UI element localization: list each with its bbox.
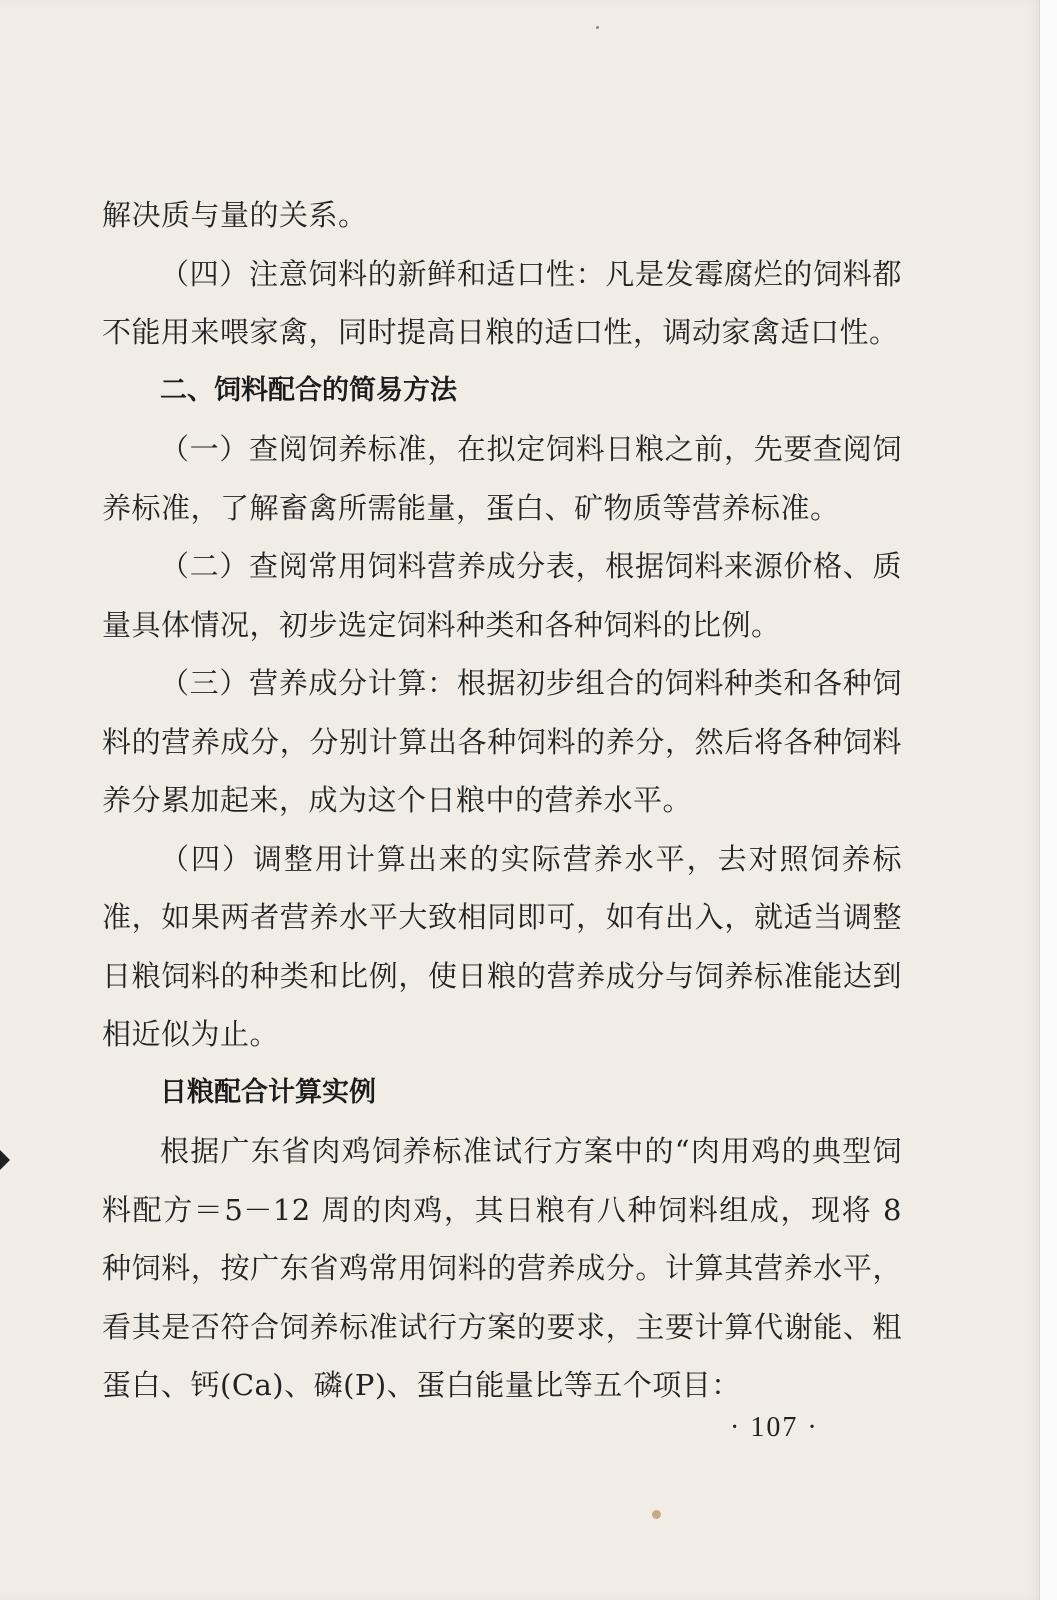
edge-tab-mark [0,1150,10,1170]
section-heading-simple-method: 二、饲料配合的简易方法 [160,374,457,406]
section-heading-example: 日粮配合计算实例 [160,1076,376,1108]
paper-speck [652,1510,661,1519]
page-number: · 107 · [730,1412,819,1443]
paragraph-step-two: （二）查阅常用饲料营养成分表，根据饲料来源价格、质量具体情况，初步选定饲料种类和各种饲料的比例。 [102,549,902,642]
page-body [102,186,902,1415]
paper-speck [596,26,599,29]
paragraph-step-one: （一）查阅饲养标准，在拟定饲料日粮之前，先要查阅饲养标准，了解畜禽所需能量，蛋白、矿物质等营养标准。 [102,432,902,525]
paragraph-example: 根据广东省肉鸡饲养标准试行方案中的“肉用鸡的典型饲料配方＝5－12 周的肉鸡，其日粮有八种饲料组成，现将 8 种饲料，按广东省鸡常用饲料的营养成分。计算其营养水平，看其是否符合饲养标准试行方案的要求，主要计算代谢能、粗蛋白、钙(Ca)、磷(P)、蛋白能量比等五个项目： [102,1134,902,1402]
paragraph-freshness: （四）注意饲料的新鲜和适口性：凡是发霉腐烂的饲料都不能用来喂家禽，同时提高日粮的适口性，调动家禽适口性。 [102,256,902,349]
paragraph-continuation: 解决质与量的关系。 [102,198,368,232]
page-edge [1039,0,1057,1600]
paragraph-step-three: （三）营养成分计算：根据初步组合的饲料种类和各种饲料的营养成分，分别计算出各种饲料的养分，然后将各种饲料养分累加起来，成为这个日粮中的营养水平。 [102,666,902,817]
paragraph-step-four: （四）调整用计算出来的实际营养水平，去对照饲养标准，如果两者营养水平大致相同即可，如有出入，就适当调整日粮饲料的种类和比例，使日粮的营养成分与饲养标准能达到相近似为止。 [102,841,902,1051]
